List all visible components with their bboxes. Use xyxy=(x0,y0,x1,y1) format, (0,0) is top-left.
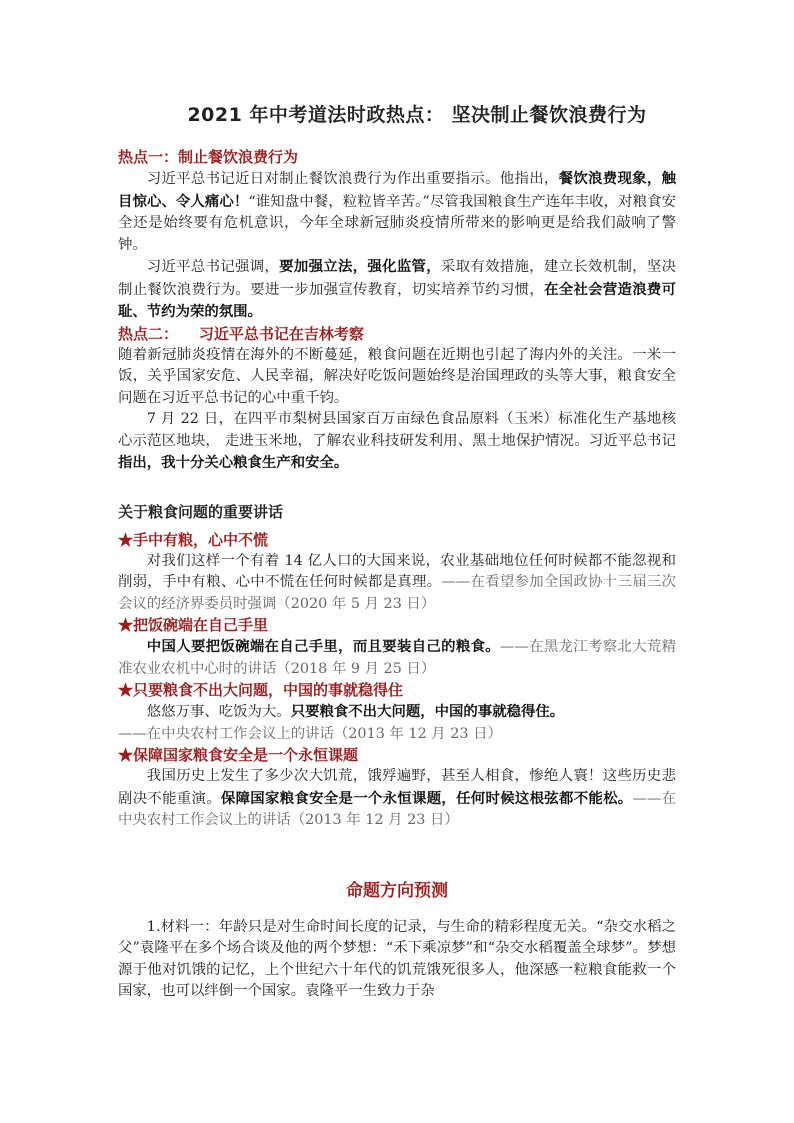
speech-item-body xyxy=(118,551,676,616)
text-run: 我国历史上发生了多少次大饥荒，饿殍遍野，甚至人相食，惨绝人寰！这些历史悲剧决不能重演。 xyxy=(118,768,676,807)
speech-item xyxy=(118,615,676,680)
speech-item-title: ★手中有粮，心中不慌 xyxy=(118,530,269,549)
hot-topic-2-paragraph-1: 随着新冠肺炎疫情在海外的不断蔓延，粮食问题在近期也引起了海内外的关注。一米一饭，关乎国家安危、人民幸福，解决好吃饭问题始终是治国理政的头等大事，粮食安全问题在习近平总书记的心中重千钧。 xyxy=(118,346,676,406)
prediction-paragraph: 1.材料一：年龄只是对生命时间长度的记录，与生命的精彩程度无关。“杂交水稻之父”袁隆平在多个场合谈及他的两个梦想：“禾下乘凉梦”和“杂交水稻覆盖全球梦”。梦想源于他对饥饿的记忆，上个世纪六十年代的饥荒饿死很多人，他深感一粒粮食能救一个国家，也可以绊倒一个国家。袁隆平一生致力于杂 xyxy=(118,918,676,999)
speech-item-title: ★保障国家粮食安全是一个永恒课题 xyxy=(118,746,359,764)
bold-text-run: 在全社会营造浪费可耻、节约为荣的氛围。 xyxy=(118,280,676,320)
text-run: 对我们这样一个有着 14 亿人口的大国来说，农业基础地位任何时候都不能忽视和削弱，手中有粮、心中不慌在任何时候都是真理。 xyxy=(118,552,676,590)
speech-item-body xyxy=(118,701,676,724)
prediction-heading: 命题方向预测 xyxy=(346,880,448,901)
hot-topic-1-paragraph-2 xyxy=(118,256,676,324)
text-run: 悠悠万事、吃饭为大。 xyxy=(146,704,291,720)
bold-text-run: 中国人要把饭碗端在自己手里，而且要装自己的粮食。 xyxy=(146,638,501,655)
bold-text-run: 只要粮食不出大问题，中国的事就稳得住。 xyxy=(290,703,565,720)
speech-item-title: ★把饭碗端在自己手里 xyxy=(118,616,269,634)
text-run: 习近平总书记近日对制止餐饮浪费行为作出重要指示。他指出， xyxy=(146,171,559,187)
speech-source: ——在看望参加全国政协十三届三次会议的经济界委员时强调（2020 年 5 月 23 日） xyxy=(118,574,676,612)
text-run: 7 月 22 日，在四平市梨树县国家百万亩绿色食品原料（玉米）标准化生产基地核心示范区地块， 走进玉米地，了解农业科技研发利用、黑土地保护情况。习近平总书记 xyxy=(118,411,676,449)
hot-topic-1-paragraph-1 xyxy=(118,168,676,256)
text-run: 习近平总书记强调， xyxy=(146,259,280,275)
bold-text-run: 指出，我十分关心粮食生产和安全。 xyxy=(118,454,349,471)
hot-topic-1-label: 热点一：制止餐饮浪费行为 xyxy=(118,148,299,166)
speech-item-body xyxy=(118,766,676,832)
document-body xyxy=(118,100,676,1003)
text-run: “谁知盘中餐，粒粒皆辛苦。”尽管我国粮食生产连年丰收，对粮食安全还是始终要有危机意识，今年全球新冠肺炎疫情所带来的影响更是给我们敲响了警钟。 xyxy=(118,193,676,253)
text-run: 采取有效措施，建立长效机制，坚决制止餐饮浪费行为。要进一步加强宣传教育，切实培养节约习惯， xyxy=(118,259,676,298)
speech-item-title: ★只要粮食不出大问题，中国的事就稳得住 xyxy=(118,681,404,699)
bold-text-run: 餐饮浪费现象，触目惊心、令人痛心！ xyxy=(118,170,676,210)
hot-topic-2-paragraph-2 xyxy=(118,409,676,475)
speech-source: ——在黑龙江考察北大荒精准农业农机中心时的讲话（2018 年 9 月 25 日） xyxy=(118,639,676,677)
speech-item-body xyxy=(118,636,676,680)
speech-section-heading: 关于粮食问题的重要讲话 xyxy=(118,502,284,521)
speech-item xyxy=(118,745,676,832)
bold-text-run: 要加强立法，强化监管， xyxy=(279,258,441,275)
speech-source: ——在中央农村工作会议上的讲话（2013 年 12 月 23 日） xyxy=(118,790,676,828)
speech-item xyxy=(118,680,676,745)
hot-topic-2-label: 热点二： 习近平总书记在吉林考察 xyxy=(118,324,364,343)
bold-text-run: 保障国家粮食安全是一个永恒课题，任何时候这根弦都不能松。 xyxy=(220,789,633,807)
page-title: 2021 年中考道法时政热点： 坚决制止餐饮浪费行为 xyxy=(187,104,647,126)
speech-item xyxy=(118,530,676,616)
speech-source: ——在中央农村工作会议上的讲话（2013 年 12 月 23 日） xyxy=(118,725,502,742)
